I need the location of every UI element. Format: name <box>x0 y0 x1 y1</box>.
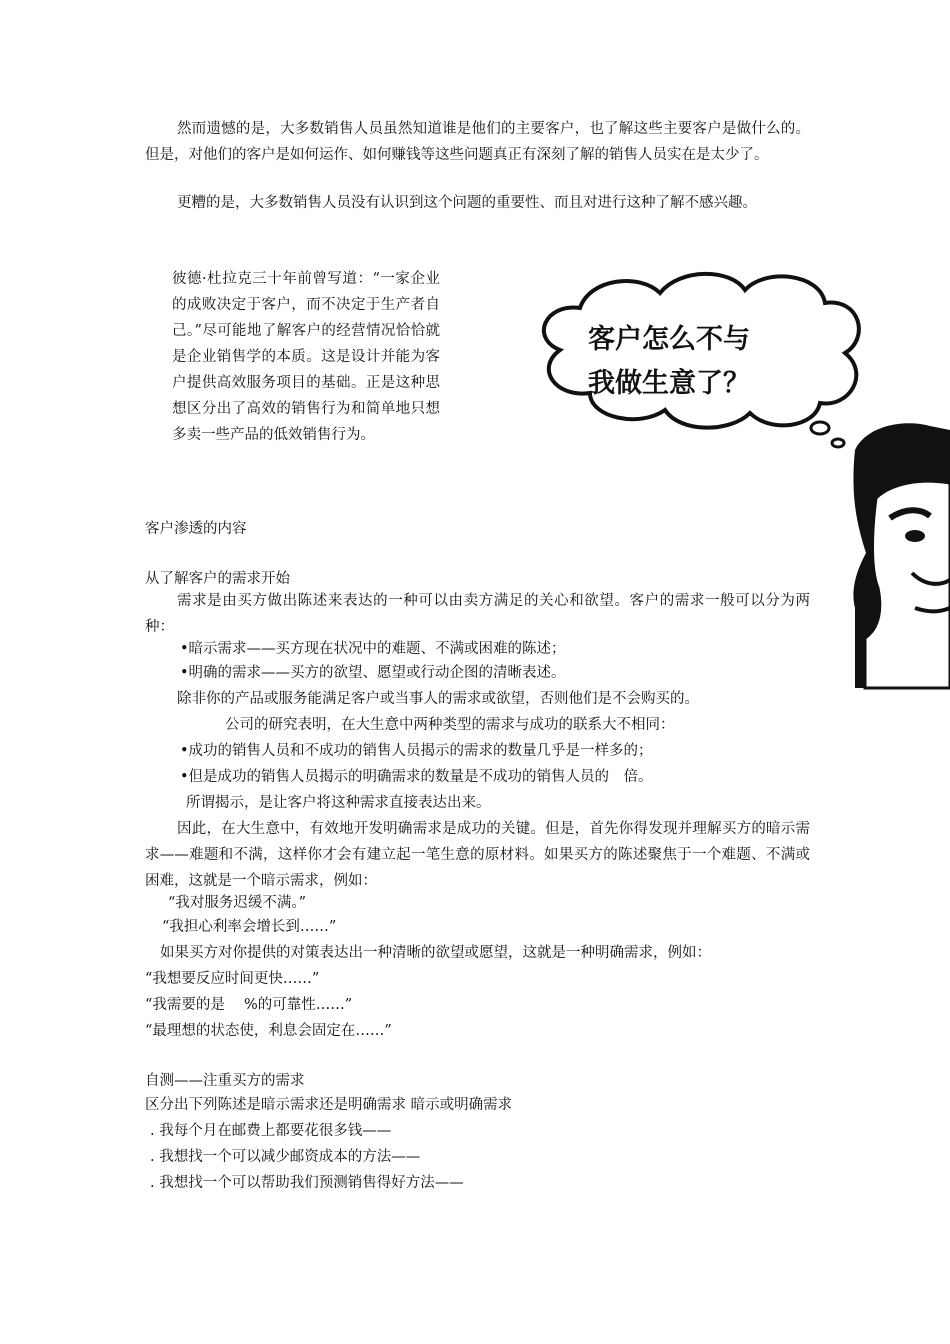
needs-paragraph-5: 因此，在大生意中，有效地开发明确需求是成功的关键。但是，首先你得发现并理解买方的暗示需求——难题和不满，这样你才会有建立起一笔生意的原材料。如果买方的陈述聚焦于一个难题、不满或困难，这就是一个暗示需求，例如： <box>145 821 810 889</box>
section-heading-1: 客户渗透的内容 <box>145 521 247 537</box>
needs-bullet-4: •但是成功的销售人员揭示的明确需求的数量是不成功的销售人员的 倍。 <box>180 769 653 785</box>
implied-example-1: “我对服务迟缓不满。” <box>168 895 307 911</box>
needs-paragraph-6: 如果买方对你提供的对策表达出一种清晰的欲望或愿望，这就是一种明确需求，例如： <box>160 945 711 961</box>
selftest-item: . 我每个月在邮费上都要花很多钱—— <box>150 1123 392 1139</box>
section-heading-2: 从了解客户的需求开始 <box>145 571 290 587</box>
needs-bullet-implied: •暗示需求——买方现在状况中的难题、不满或困难的陈述； <box>180 641 566 657</box>
explicit-example-2: “我需要的是 %的可靠性……” <box>145 997 353 1013</box>
selftest-instruction: 区分出下列陈述是暗示需求还是明确需求 暗示或明确需求 <box>145 1097 513 1113</box>
needs-bullet-explicit: •明确的需求——买方的欲望、愿望或行动企图的清晰表述。 <box>180 665 566 681</box>
explicit-example-3: “最理想的状态使，利息会固定在……” <box>145 1023 392 1039</box>
thought-bubble-tiny <box>832 439 844 447</box>
needs-paragraph-2: 除非你的产品或服务能满足客户或当事人的需求或欲望，否则他们是不会购买的。 <box>177 691 699 707</box>
intro-paragraph-2: 更糟的是，大多数销售人员没有认识到这个问题的重要性、而且对进行这种了解不感兴趣。 <box>177 195 757 211</box>
needs-paragraph-4: 所谓揭示，是让客户将这种需求直接表达出来。 <box>186 795 491 811</box>
man-head-drawing <box>853 423 950 688</box>
cartoon-text-line-1: 客户怎么不与 <box>588 324 750 355</box>
needs-paragraph-1: 需求是由买方做出陈述来表达的一种可以由卖方满足的关心和欲望。客户的需求一般可以分为两种： <box>145 593 810 635</box>
thought-bubble-small <box>811 422 829 434</box>
intro-paragraph-1: 然而遗憾的是，大多数销售人员虽然知道谁是他们的主要客户，也了解这些主要客户是做什么的。但是，对他们的客户是如何运作、如何赚钱等这些问题真正有深刻了解的销售人员实在是太少了。 <box>145 121 810 163</box>
explicit-example-1: “我想要反应时间更快……” <box>145 971 320 987</box>
needs-bullet-3: •成功的销售人员和不成功的销售人员揭示的需求的数量几乎是一样多的； <box>180 743 653 759</box>
drucker-quote: 彼德·杜拉克三十年前曾写道：“一家企业的成败决定于客户，而不决定于生产者自己。”尽可能地了解客户的经营情况恰恰就是企业销售学的本质。这是设计并能为客户提供高效服务项目的基础。正是这种思想区分出了高效的销售行为和简单地只想多卖一些产品的低效销售行为。 <box>172 271 440 443</box>
selftest-item: . 我想找一个可以帮助我们预测销售得好方法—— <box>150 1175 464 1191</box>
eye-icon <box>905 530 925 542</box>
implied-example-2: “我担心利率会增长到……” <box>162 919 337 935</box>
selftest-title: 自测——注重买方的需求 <box>145 1073 305 1089</box>
selftest-item: . 我想找一个可以减少邮资成本的方法—— <box>150 1149 421 1165</box>
needs-paragraph-3: 公司的研究表明，在大生意中两种类型的需求与成功的联系大不相同： <box>225 717 675 733</box>
cartoon-text-line-2: 我做生意了？ <box>588 368 750 399</box>
